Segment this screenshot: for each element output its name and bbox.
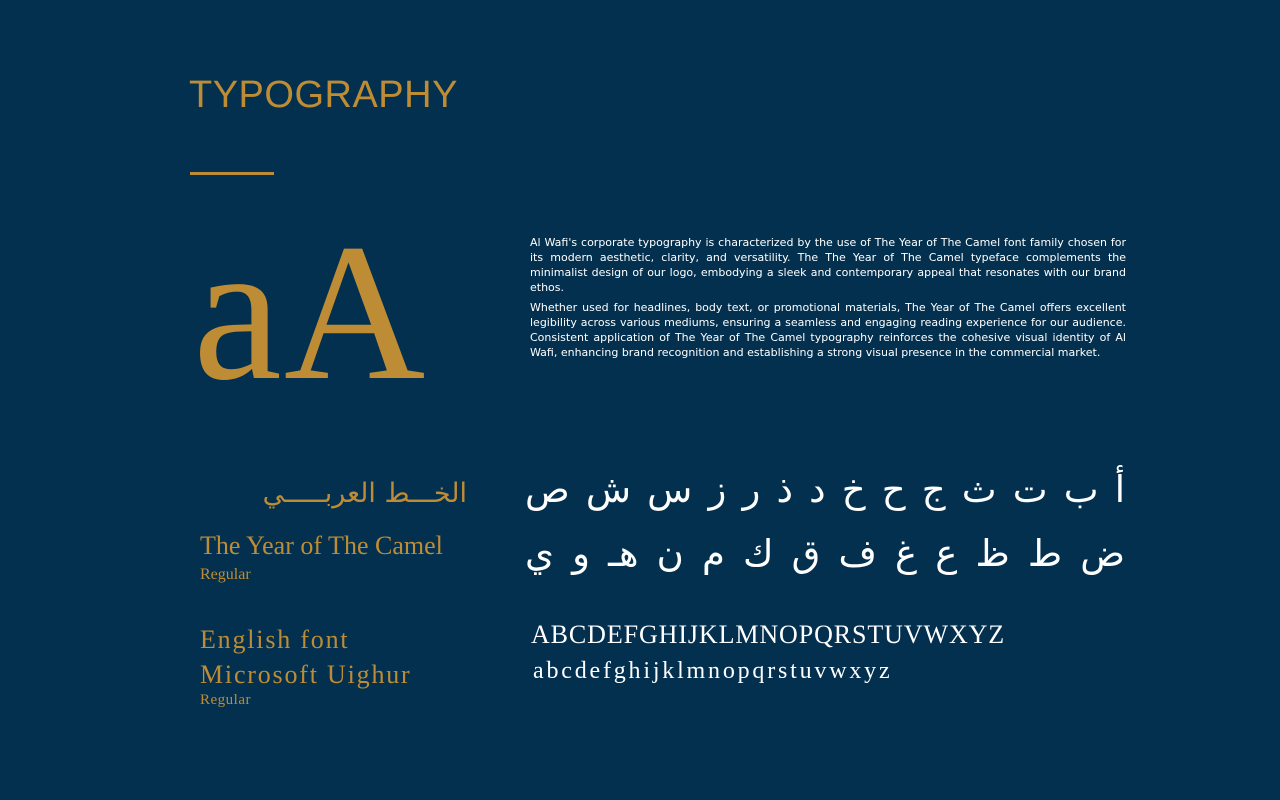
arabic-font-label: الخـــط العربـــــي	[262, 478, 467, 509]
arabic-alphabet	[525, 458, 1125, 586]
glyph-lowercase-a: a	[193, 201, 278, 422]
glyph-uppercase-a: A	[283, 204, 426, 421]
english-font-heading: English font	[200, 625, 350, 654]
description-paragraph: Al Wafi's corporate typography is characterized by the use of The Year of The Camel font family chosen for its modern aesthetic, clarity, and versatility. The The Year of The Camel typeface complements the minimalist design of our logo, embodying a sleek and contemporary appeal that resonates with our brand ethos.	[530, 236, 1126, 294]
section-title: TYPOGRAPHY	[189, 74, 458, 116]
latin-lowercase-alphabet: abcdefghijklmnopqrstuvwxyz	[533, 658, 893, 684]
latin-uppercase-alphabet: ABCDEFGHIJKLMNOPQRSTUVWXYZ	[531, 620, 1006, 649]
glyph-sample	[193, 201, 426, 422]
description-paragraph: Whether used for headlines, body text, or promotional materials, The Year of The Camel offers excellent legibility across various mediums, ensuring a seamless and engaging reading experience for our audience. Consistent application of The Year of The Camel typography reinforces the cohesive visual identity of Al Wafi, enhancing brand recognition and establishing a strong visual presence in the commercial market.	[530, 301, 1126, 359]
typography-description	[530, 235, 1126, 360]
english-font-name: Microsoft Uighur	[200, 660, 412, 689]
arabic-alphabet-line: أ ب ت ث ج ح خ د ذ ر ز س ش ص	[525, 468, 1125, 511]
english-font-weight: Regular	[200, 692, 251, 708]
arabic-alphabet-line: ض ط ظ ع غ ف ق ك م ن هـ و ي	[525, 532, 1125, 575]
arabic-font-name: The Year of The Camel	[200, 531, 443, 560]
title-divider	[190, 172, 274, 175]
english-font-label	[200, 622, 412, 692]
arabic-font-weight: Regular	[200, 566, 251, 583]
